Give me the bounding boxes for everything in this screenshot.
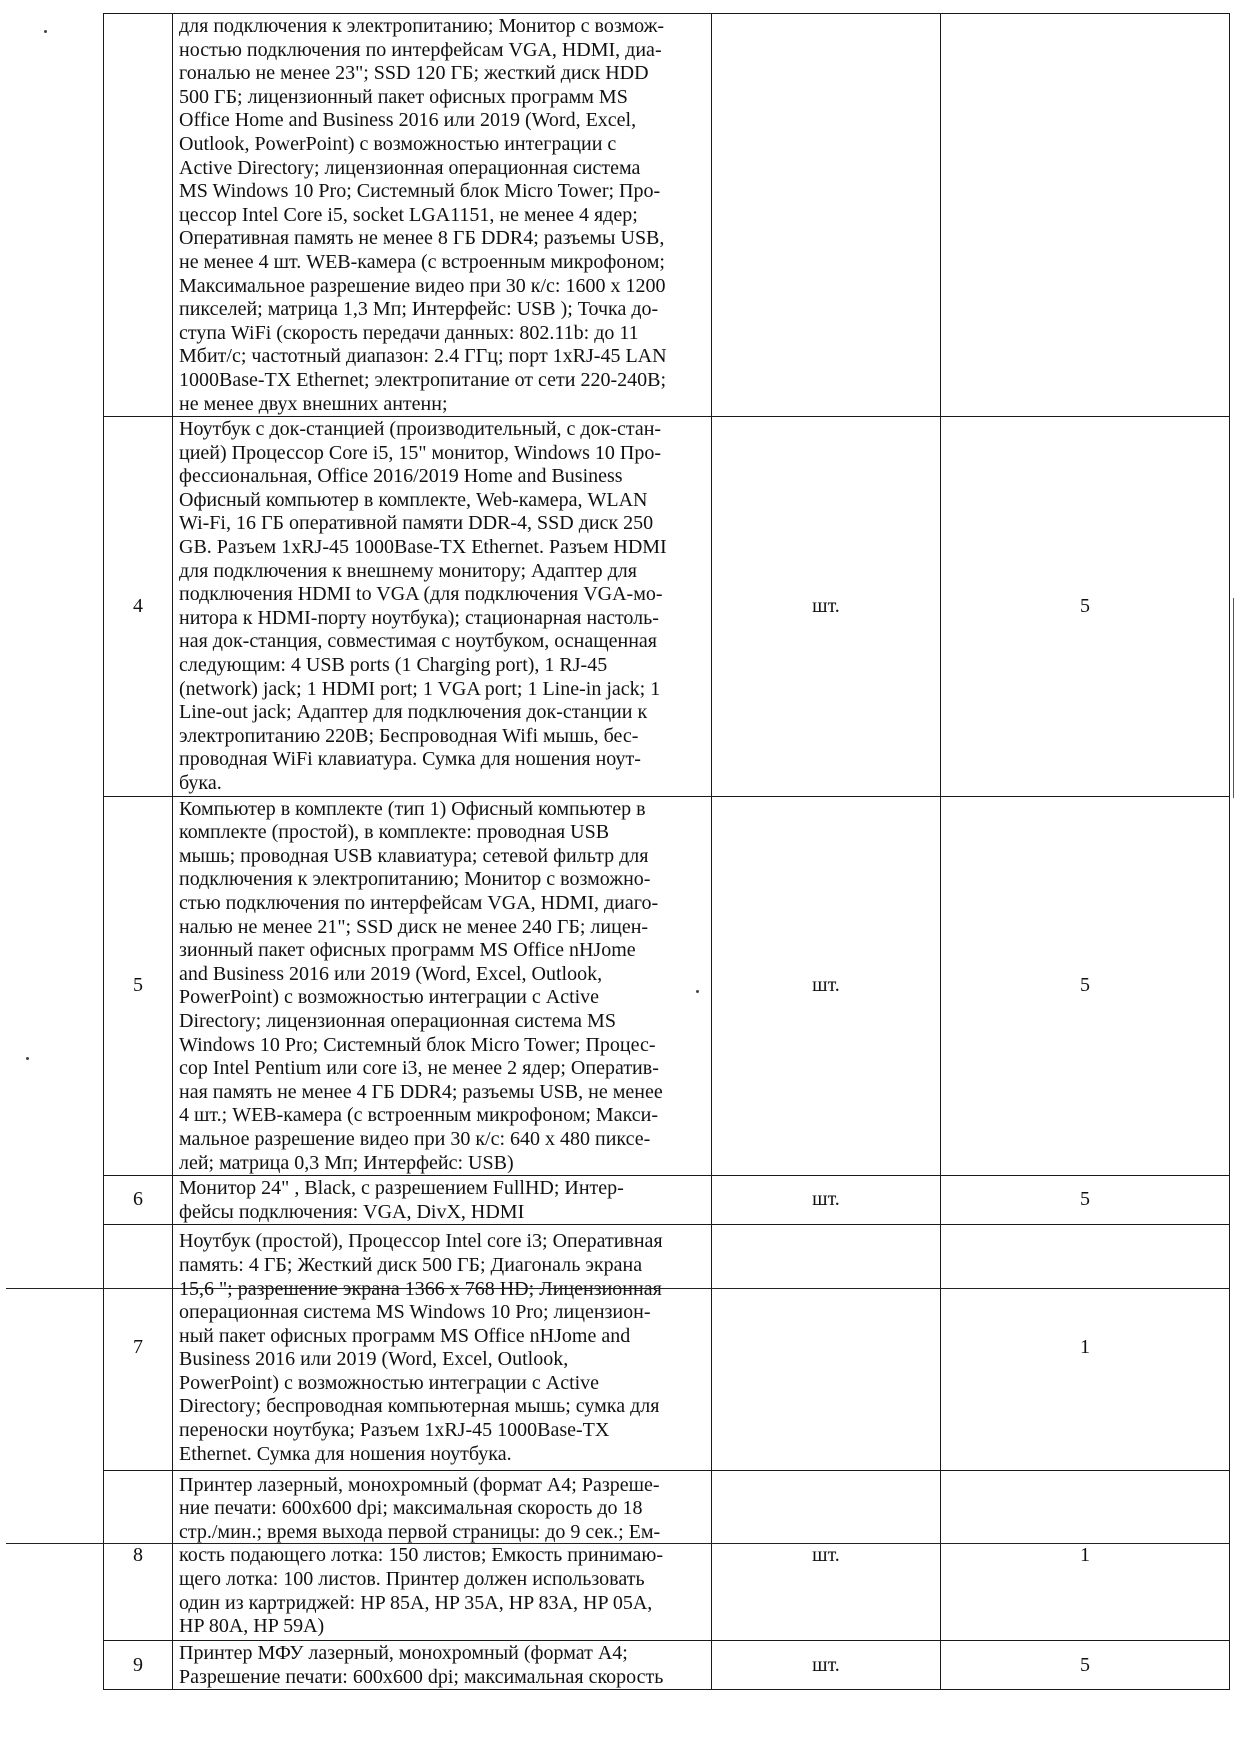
unit-of-measure: шт. xyxy=(712,1176,941,1225)
item-description-text: для подключения к электропитанию; Монитор с возмож- ностью подключения по интерфейсам VGA, HDMI, диа- гональю не менее 23"; SSD 120 ГБ; жесткий диск HDD 500 ГБ; лицензионный пакет офисных программ MS Office Home and Business 2016 или 2019 (Word, Excel, Outlook, PowerPoint) с возможностью интеграции с Active Directory; лицензионная операционная система MS Windows 10 Pro; Системный блок Micro Tower; Про- цессор Intel Core i5, socket LGA1151, не менее 4 ядер; Оперативная память не менее 8 ГБ DDR4; разъемы USB, не менее 4 шт. WEB-камера (с встроенным микрофоном; Максимальное разрешение видео при 30 к/с: 1600 x 1200 пикселей; матрица 1,3 Мп; Интерфейс: USB ); Точка до- ступа WiFi (скорость передачи данных: 802.11b: до 11 Мбит/с; частотный диапазон: 2.4 ГГц; порт 1xRJ-45 LAN 1000Base-TX Ethernet; электропитание от сети 220-240В; не менее двух внешних антенн; xyxy=(179,15,667,415)
row-number: 6 xyxy=(104,1176,173,1225)
unit-of-measure: шт. xyxy=(712,1471,941,1641)
row-number: 7 xyxy=(104,1225,173,1471)
item-description xyxy=(173,1225,712,1471)
scan-strike-line xyxy=(6,1543,1230,1544)
item-description-text: Компьютер в комплекте (тип 1) Офисный компьютер в комплекте (простой), в комплекте: проводная USB мышь; проводная USB клавиатура; сетевой фильтр для подключения к электропитанию; Монитор с возможно- стью подключения по интерфейсам VGA, HDMI, диаго- налью не менее 21"; SSD диск не менее 240 ГБ; лицен- зионный пакет офисных программ MS Office nHJome and Business 2016 или 2019 (Word, Excel, Outlook, PowerPoint) с возможностью интеграции с Active Directory; лицензионная операционная система MS Windows 10 Pro; Системный блок Micro Tower; Процес- сор Intel Pentium или core i3, не менее 2 ядер; Оператив- ная память не менее 4 ГБ DDR4; разъемы USB, не менее 4 шт.; WEB-камера (с встроенным микрофоном; Макси- мальное разрешение видео при 30 к/с: 640 x 480 пиксе- лей; матрица 0,3 Мп; Интерфейс: USB) xyxy=(179,797,663,1174)
unit-of-measure xyxy=(712,14,941,417)
item-description xyxy=(173,1641,712,1690)
item-description-text: Монитор 24" , Black, с разрешением FullHD; Интер- фейсы подключения: VGA, DivX, HDMI xyxy=(179,1177,624,1223)
quantity xyxy=(941,14,1230,417)
scan-speck xyxy=(26,1057,29,1060)
row-number: 5 xyxy=(104,796,173,1176)
scan-strike-line xyxy=(6,1288,1230,1289)
unit-of-measure: шт. xyxy=(712,796,941,1176)
table-row xyxy=(104,1641,1230,1690)
quantity: 5 xyxy=(941,1641,1230,1690)
table-row xyxy=(104,796,1230,1176)
scan-speck xyxy=(696,990,699,993)
table-row xyxy=(104,1225,1230,1471)
row-number: 8 xyxy=(104,1471,173,1641)
table-row xyxy=(104,417,1230,797)
table-row xyxy=(104,1471,1230,1641)
equipment-spec-table xyxy=(103,13,1230,1690)
quantity: 5 xyxy=(941,417,1230,797)
row-number: 4 xyxy=(104,417,173,797)
quantity: 5 xyxy=(941,1176,1230,1225)
item-description xyxy=(173,1471,712,1641)
item-description-text: Ноутбук (простой), Процессор Intel core i3; Оперативная память: 4 ГБ; Жесткий диск 500 ГБ; Диагональ экрана 15,6 "; разрешение экрана 1366 x 768 HD; Лицензионная операционная система MS Windows 10 Pro; лицензион- ный пакет офисных программ MS Office nHJome and Business 2016 или 2019 (Word, Excel, Outlook, PowerPoint) с возможностью интеграции с Active Directory; беспроводная компьютерная мышь; сумка для переноски ноутбука; Разъем 1xRJ-45 1000Base-TX Ethernet. Сумка для ношения ноутбука. xyxy=(179,1230,663,1465)
unit-of-measure: шт. xyxy=(712,417,941,797)
item-description-text: Принтер лазерный, монохромный (формат А4; Разреше- ние печати: 600x600 dpi; максимальная скорость до 18 стр./мин.; время выхода первой страницы: до 9 сек.; Ем- кость подающего лотка: 150 листов; Емкость принимаю- щего лотка: 100 листов. Принтер должен использовать один из картриджей: HP 85A, HP 35A, HP 83A, HP 05A, HP 80A, HP 59A) xyxy=(179,1473,664,1638)
scan-speck xyxy=(44,30,47,33)
item-description xyxy=(173,417,712,797)
table-row xyxy=(104,1176,1230,1225)
unit-of-measure xyxy=(712,1225,941,1471)
row-number xyxy=(104,14,173,417)
item-description xyxy=(173,1176,712,1225)
unit-of-measure: шт. xyxy=(712,1641,941,1690)
item-description-text: Ноутбук с док-станцией (производительный, с док-стан- цией) Процессор Core i5, 15" монитор, Windows 10 Про- фессиональная, Office 2016/2019 Home and Business Офисный компьютер в комплекте, Web-камера, WLAN Wi-Fi, 16 ГБ оперативной памяти DDR-4, SSD диск 250 GB. Разъем 1xRJ-45 1000Base-TX Ethernet. Разъем HDMI для подключения к внешнему монитору; Адаптер для подключения HDMI to VGA (для подключения VGA-мо- нитора к HDMI-порту ноутбука); стационарная настоль- ная док-станция, совместимая с ноутбуком, оснащенная следующим: 4 USB ports (1 Charging port), 1 RJ-45 (network) jack; 1 HDMI port; 1 VGA port; 1 Line-in jack; 1 Line-out jack; Адаптер для подключения док-станции к электропитанию 220В; Беспроводная Wifi мышь, бес- проводная WiFi клавиатура. Сумка для ношения ноут- бука. xyxy=(179,418,667,794)
row-number: 9 xyxy=(104,1641,173,1690)
table-row xyxy=(104,14,1230,417)
item-description xyxy=(173,796,712,1176)
quantity: 1 xyxy=(941,1471,1230,1641)
quantity: 1 xyxy=(941,1225,1230,1471)
scan-margin-line xyxy=(1233,598,1234,798)
item-description xyxy=(173,14,712,417)
item-description-text: Принтер МФУ лазерный, монохромный (формат А4; Разрешение печати: 600x600 dpi; максимальная скорость xyxy=(179,1642,664,1688)
quantity: 5 xyxy=(941,796,1230,1176)
